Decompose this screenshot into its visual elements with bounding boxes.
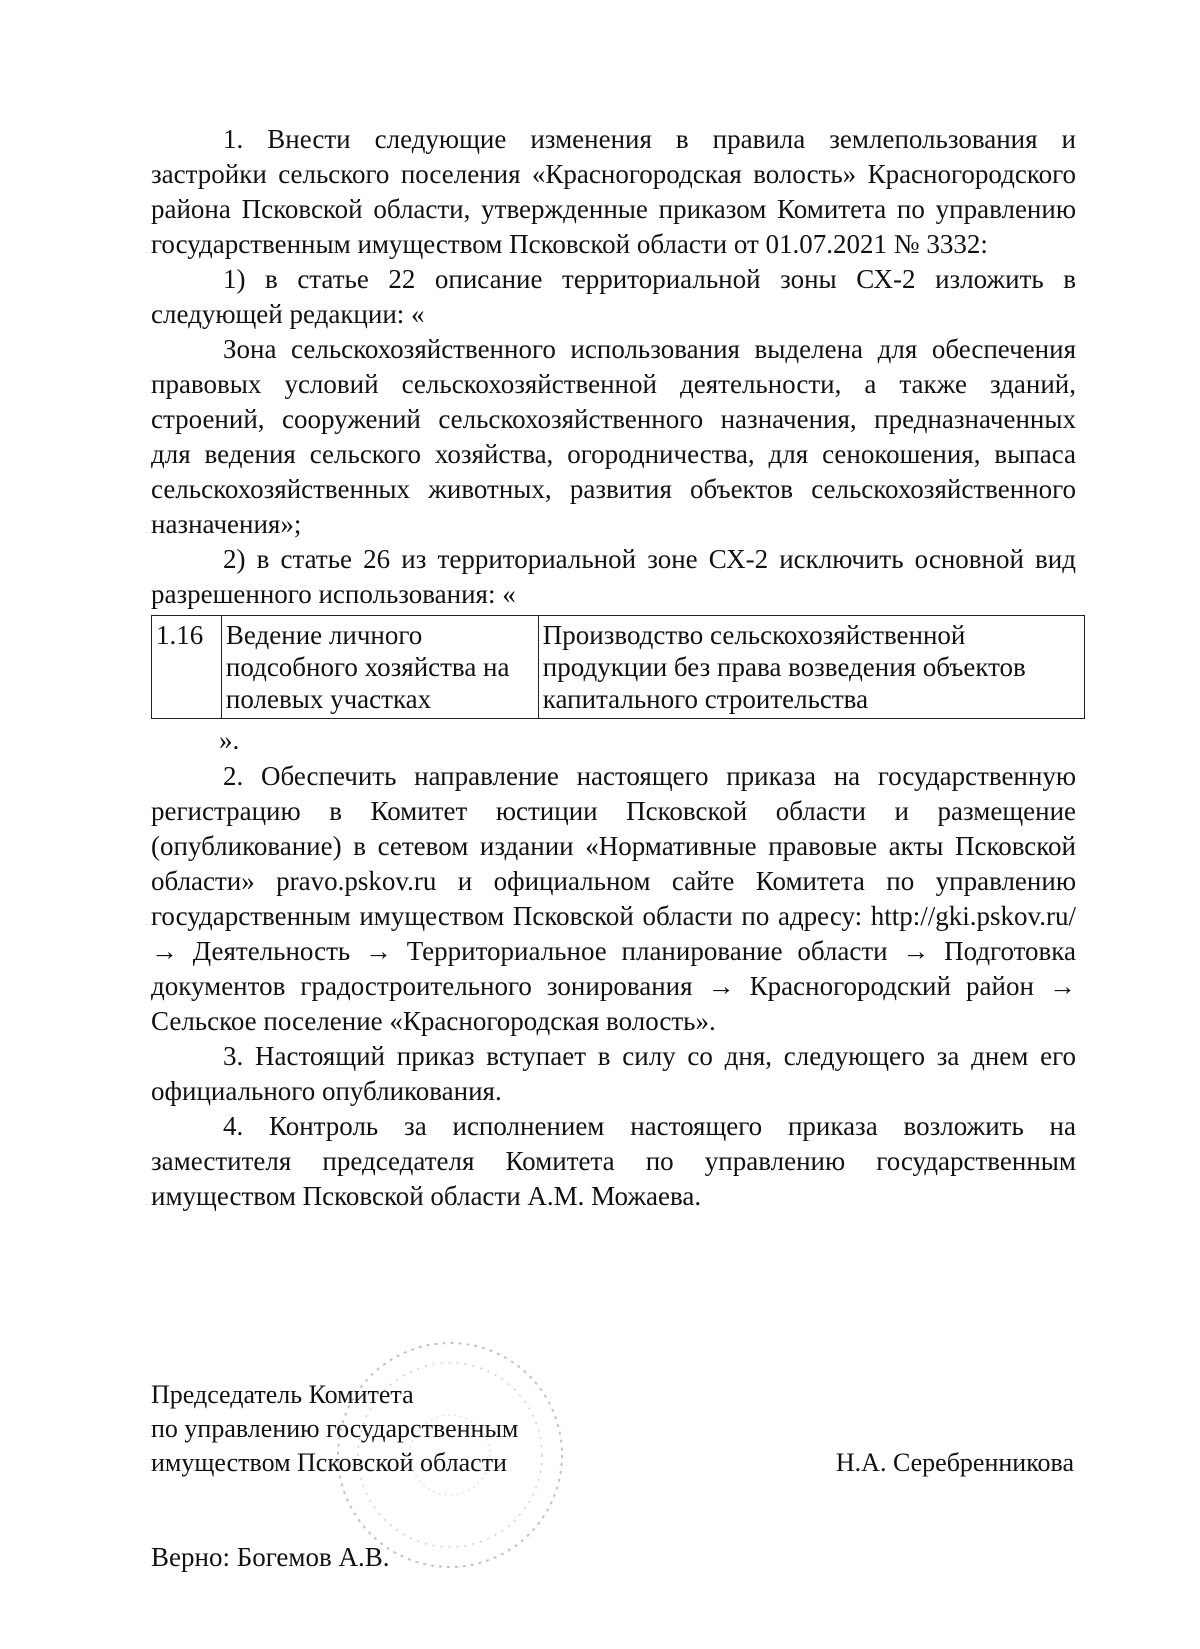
paragraph-item-1: 1. Внести следующие изменения в правила землепользования и застройки сельского поселения «Красногородская волость» Красногородского района Псковской области, утвержденные приказом Комитета по управлению государственным имуществом Псковской области от 01.07.2021 № 3332: <box>151 124 1076 259</box>
table-cell-code: 1.16 <box>152 616 222 719</box>
table-row <box>152 616 1085 719</box>
paragraph-item-1-2: 2) в статье 26 из территориальной зоне СХ-2 исключить основной вид разрешенного использования: « <box>151 544 1076 609</box>
table-cell-description: Производство сельскохозяйственной продукции без права возведения объектов капитального строительства <box>538 616 1084 719</box>
paragraph-item-4: 4. Контроль за исполнением настоящего приказа возложить на заместителя председателя Комитета по управлению государственным имуществом Псковской области А.М. Можаева. <box>151 1111 1076 1211</box>
paragraph-item-2: 2. Обеспечить направление настоящего приказа на государственную регистрацию в Комитет юстиции Псковской области и размещение (опубликование) в сетевом издании «Нормативные правовые акты Псковской области» pravo.pskov.ru и официальном сайте Комитета по управлению государственным имуществом Псковской области по адресу: http://gki.pskov.ru/ → Деятельность → Территориальное планирование области → Подготовка документов градостроительного зонирования → Красногородский район → Сельское поселение «Красногородская волость». <box>151 761 1076 1036</box>
paragraph-item-3: 3. Настоящий приказ вступает в силу со дня, следующего за днем его официального опубликования. <box>151 1041 1076 1106</box>
verification-note: Верно: Богемов А.В. <box>151 1542 390 1572</box>
signature-position-line-3: имуществом Псковской области <box>151 1448 507 1477</box>
land-use-table-wrap <box>151 615 1076 719</box>
signature-position-block <box>151 1378 518 1480</box>
paragraph-item-1-1: 1) в статье 22 описание территориальной зоны СХ-2 изложить в следующей редакции: « <box>151 264 1076 329</box>
signature-position-line-2: по управлению государственным <box>151 1414 519 1443</box>
paragraph-zone-description: Зона сельскохозяйственного использования выделена для обеспечения правовых условий сельскохозяйственной деятельности, а также зданий, строений, сооружений сельскохозяйственного назначения, предназначенных для ведения сельского хозяйства, огородничества, для сенокошения, выпаса сельскохозяйственных животных, развития объектов сельскохозяйственного назначения»; <box>151 334 1076 539</box>
signature-position-line-1: Председатель Комитета <box>151 1380 414 1409</box>
land-use-table <box>151 615 1085 719</box>
table-cell-name: Ведение личного подсобного хозяйства на полевых участках <box>221 616 538 719</box>
table-closing-quote: ». <box>219 725 240 755</box>
document-body <box>151 122 1076 1214</box>
signer-name: Н.А. Серебренникова <box>835 1448 1074 1477</box>
